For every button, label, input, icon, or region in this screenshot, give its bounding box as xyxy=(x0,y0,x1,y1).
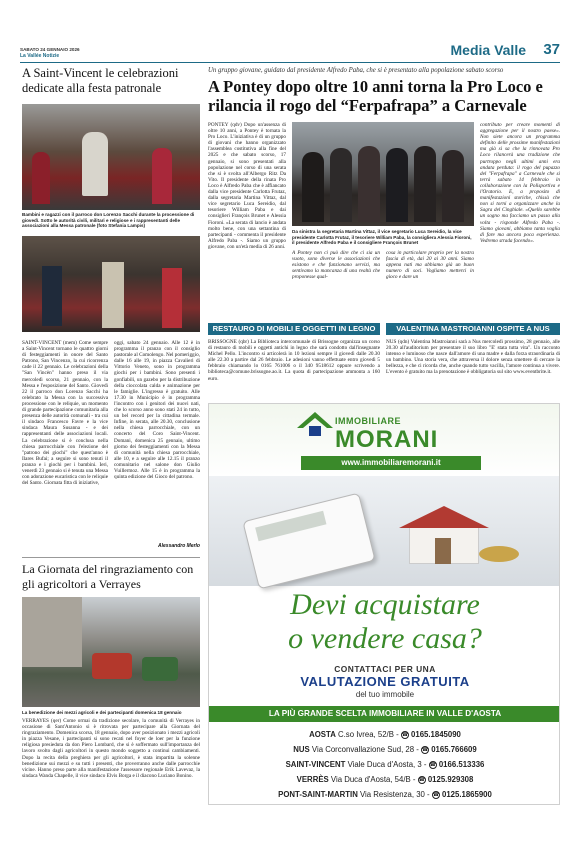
phone-icon: ☎ xyxy=(422,746,429,753)
photo-tractor xyxy=(92,653,132,679)
photo-figure xyxy=(162,268,182,328)
saint-vincent-caption: Bambini e ragazzi con il parroco don Lorenzo Sacchi durante la processione di giovedì. Sotto le autorità civili, militari e religiose e i rappresentanti delle associazioni alla Messa patronale (foto Stefania Lampis) xyxy=(22,212,195,229)
photo-person xyxy=(414,146,436,222)
photo-building xyxy=(22,597,82,667)
model-house-icon xyxy=(399,494,489,564)
pontey-col4: contributo per creare momenti di aggregazione per il nostro paese». Non siete ancora un programma definito delle prossime manifestazioni ma già si sa che la rinnovata Pro Loco rilancerà una tradizione che purtroppo negli ultimi anni era andata perduta: il rogo del pupazzo del "Ferpafrapa" a Carnevale che si terrà sabato 14 febbraio in collaborazione con la Polisportiva e l'Oratorio. E, a proposito di manifestazioni storiche, chissà che non si torni a organizzare anche la Sagra del Cinghiale. «Quello sarebbe un sogno ma facciamo un passo alla volta - risponde Alfredo Paba -. Siamo giovani, abbiamo tanta voglia di fare ma ancora poca esperienza. Vedremo strada facendo». xyxy=(480,122,560,244)
photo-figure xyxy=(82,132,108,196)
header-rule xyxy=(20,62,560,63)
house-logo-icon xyxy=(295,410,335,438)
office-city: VERRÈS xyxy=(296,775,329,784)
ad-valuation: VALUTAZIONE GRATUITA xyxy=(300,674,470,689)
photo-figure xyxy=(152,148,172,204)
ad-brand-top: IMMOBILIARE xyxy=(335,416,401,426)
office-city: SAINT-VINCENT xyxy=(285,760,346,769)
office-row-saint-vincent[interactable] xyxy=(209,760,560,775)
pontey-caption: Da sinistra la segretaria Martina Vittaz, il vice segretario Luca Sereidio, la vice presidente Carlotta Frutaz, il tesoriere William Paba, la consigliera Alessia Fioroni, il presidente Alfredo Paba e il consigliere François Brunet xyxy=(292,229,472,246)
office-row-pont-saint-martin[interactable] xyxy=(209,790,560,805)
issue-date: SABATO 24 GENNAIO 2026 xyxy=(20,47,80,52)
saint-vincent-col2: oggi, sabato 24 gennaio. Alle 12 è in programma il pranzo con il consiglio pastorale al Comolengo. Nel pomeriggio, dalle 16 alle 19, in piazza Cavalieri di Vittorio Veneto, sono in programma giochi per i bambini. Sono presenti i gonfiabili, un gazebo per la distribuzione della cioccolata calda e animazione per le famiglie. L'ingresso è gratuito. Alle 17.30 in Municipio è in programma l'incontro con i genitori dei nuovi nati, che lo scorso anno sono stati 24 in tutto, un bel record per la cittadina termale. Infine, in serata, alle 20.30, conclusione nella chiesa parrocchiale, con un concerto del Coro Saint-Vincent. Domani, domenica 25 gennaio, ultimo giorno dei festeggiamenti con la Messa di comunità nella chiesa parrocchiale, alle 10, e a seguire alle 12.15 il pranzo comunitario nel salone don Giulio Vuillermoz. Alle 15 è in programma la quinta edizione del Gioco del patrono. xyxy=(114,340,200,481)
ad-brand-name: MORANI xyxy=(335,426,439,453)
office-phone: 0125.929308 xyxy=(427,775,474,784)
section-name: Media Valle xyxy=(450,42,526,58)
office-city: NUS xyxy=(293,745,310,754)
pontey-col1: PONTEY (qdv) Dopo un'assenza di oltre 10 anni, a Pontey è tornata la Pro Loco. L'iniziativa è di un gruppo di giovani che hanno organizzato l'assemblea costitutiva alla fine del 2025 e che sabato scorso, 17 gennaio, si sono presentati alla popolazione nel corso di una serata che si è svolta all'Albergo Ritz Da Vito. Il presidente della rinata Pro Loco è Alfredo Paba che è affiancato dalla vice presidente Carlotta Frutaz, dalla segretaria Martina Vittaz, dal vice segretario Luca Sereidio, dal tesoriere William Paba e dai consiglieri François Brunet e Alessia Fioroni. «La serata di lancio è andata molto bene, con una settantina di partecipanti - commenta il presidente Alfredo Paba -. Siamo un gruppo giovane, con un'età media di 26 anni. xyxy=(208,122,286,250)
page-number: 37 xyxy=(543,41,560,58)
pontey-kicker: Un gruppo giovane, guidato dal presidente Alfredo Paba, che si è presentato alla popolazione sabato scorso xyxy=(208,67,504,74)
ad-slogan-line1: Devi acquistare xyxy=(290,588,480,621)
office-phone: 0166.513336 xyxy=(438,760,485,769)
photo-person xyxy=(442,150,464,222)
photo-person xyxy=(302,152,324,222)
ad-website-link[interactable]: www.immobiliaremorani.it xyxy=(301,456,481,470)
photo-person xyxy=(358,146,380,222)
photo-pro-loco xyxy=(292,122,474,226)
paper-name: La Vallée Notizie xyxy=(20,53,60,59)
photo-figure xyxy=(32,152,50,204)
office-city: PONT-SAINT-MARTIN xyxy=(278,790,358,799)
pontey-headline: A Pontey dopo oltre 10 anni torna la Pro Loco e rilancia il rogo del “Ferpafrapa” a Carnevale xyxy=(208,77,543,115)
ad-banner: LA PIÙ GRANDE SCELTA IMMOBILIARE IN VALLE D'AOSTA xyxy=(209,706,560,722)
phone-icon: ☎ xyxy=(401,731,409,738)
office-phone: 0165.766609 xyxy=(431,745,477,754)
saint-vincent-col1: SAINT-VINCENT (mem) Come sempre a Saint-Vincent tornano le quattro giorni di festeggiamenti in onore del Santo Patrono, San Vincenzo, la cui ricorrenza cade il 22 gennaio. Le celebrazioni della "San Vincèn" hanno preso il via mercoledì scorso, 21 gennaio, con la Messa e l'esposizione del Santo. Giovedì 22 il parroco don Lorenzo Sacchi ha celebrato la Messa con la successiva processione con le reliquie, un momento di grande partecipazione comunitaria alla presenza delle autorità comunali - tra cui il sindaco Francesco Favre e la vice sindaca Maura Susanna - e dei rappresentanti delle associazioni locali. La celebrazione si è conclusa nella chiesa parrocchiale con l'elezione del "patrono dei giochi" che quest'anno è Ilares Bufai; a seguire si sono tenuti il pranzo e i giochi per i bambini. Ieri, venerdì 23 gennaio si è tenuta una Messa con adorazione eucaristica con le reliquie del Santo. Giornata fitta di iniziative, xyxy=(22,340,108,487)
brissogne-title-bar: RESTAURO DI MOBILI E OGGETTI IN LEGNO xyxy=(208,323,380,335)
office-address: Via Corconvallazione Sud, 28 - xyxy=(311,745,419,754)
verrayes-headline: La Giornata del ringraziamento con gli agricoltori a Verrayes xyxy=(22,562,194,591)
phone-icon: ☎ xyxy=(418,776,425,783)
office-address: Via Duca d'Aosta, 54/B - xyxy=(330,775,416,784)
saint-vincent-headline: A Saint-Vincent le celebrazioni dedicate alla festa patronale xyxy=(22,66,179,95)
photo-figure xyxy=(42,266,62,326)
photo-procession xyxy=(22,104,200,210)
office-city: AOSTA xyxy=(309,730,336,739)
office-address: Via Resistenza, 30 - xyxy=(360,790,430,799)
verrayes-rule xyxy=(22,557,200,558)
office-phone: 0165.1845090 xyxy=(411,730,461,739)
calculator-icon xyxy=(242,493,375,590)
office-row-aosta[interactable] xyxy=(209,730,560,745)
ad-contact-line: CONTATTACI PER UNA xyxy=(334,664,436,674)
ad-valuation-sub: del tuo immobile xyxy=(355,690,415,699)
brissogne-body: BRISSOGNE (qbr) La Biblioteca intercomunale di Brissogne organizza un corso di restauro di mobili e oggetti antichi in legno che sarà condotto dall'insegnante Michel Pello. L'incontro si articolerà in 10 lezioni sempre il giovedì dalle 20.30 alle 22.30 a partire dal 26 febbraio. Le adesioni vanno effettuate entro giovedì 5 febbraio chiamando lo 0165 761006 o il 340 9518612 oppure scrivendo a biblioteca@comune.brissogne.ao.it. La quota di partecipazione ammonta a 160 euro. xyxy=(208,339,380,382)
phone-icon: ☎ xyxy=(429,761,436,768)
office-address: C.so Ivrea, 52/B - xyxy=(338,730,399,739)
photo-tractors xyxy=(22,597,200,707)
photo-figure xyxy=(102,262,124,328)
photo-person xyxy=(330,148,352,222)
saint-vincent-author: Alessandro Merlo xyxy=(158,543,200,549)
ad-morani[interactable] xyxy=(208,403,560,805)
verrayes-body: VERRAYES (qer) Come ormai da tradizione secolare, la comunità di Verrayes in occasione di Sant'Antonio si è ritrovata per partecipare alla Giornata del ringraziamento. Domenica scorsa, 18 gennaio, dopo aver posizionato i mezzi agricoli in piazza Vesane, i partecipanti si sono recati nel foyer de loer per la funzione religiosa presieduta da don Piero Lombard, che si è soffermato sull'importanza del lavoro svolto dagli agricoltori in questo mondo soggetto a continui cambiamenti. Dopo la recita della preghiera per gli agricoltori, è stata impartita la solenne benedizione sui mezzi e su tutti i presenti, che proverranno anche dalle parrocchie vicine. Hanno preso parte alla manifestazione l'assessore regionale Erik Lavevaz, la sindaca Wanda Chapelle, il vice sindaco Elvis Borga e il diacono Luciano Bonino. xyxy=(22,718,200,779)
phone-icon: ☎ xyxy=(432,791,440,798)
coins-icon xyxy=(479,546,519,562)
office-row-verres[interactable] xyxy=(209,775,560,790)
nus-title-bar: VALENTINA MASTROIANNI OSPITE A NUS xyxy=(386,323,560,335)
pontey-col3: cosa in particolare proprio per la nostra fascia di età, dai 20 ai 30 anni. Siamo appena nati ma abbiamo già un buon numero di soci. Vogliamo metterci in gioco e dare un xyxy=(386,250,474,281)
pontey-col2: A Pontey non ci può dire che ci sia un vuoto, sono diverse le associazioni che esistono e che funzionano servizi, ma sentivamo la mancanza di una realtà che proponesse qual- xyxy=(292,250,380,281)
photo-tractor xyxy=(142,657,178,681)
page-header xyxy=(20,38,560,60)
office-phone: 0125.1865900 xyxy=(441,790,492,799)
photo-mass xyxy=(22,236,200,332)
office-address: Viale Duca d'Aosta, 3 - xyxy=(347,760,427,769)
office-row-nus[interactable] xyxy=(209,745,560,760)
ad-offices-list xyxy=(209,730,560,805)
nus-body: NUS (qdn) Valentina Mastroianni sarà a Nus mercoledì prossimo, 28 gennaio, alle 20.30 all'auditorium per presentare il suo libro "E' stata tutta vita". Un racconto intenso e luminoso che nasce dall'amore di una madre e dalla forza straordinaria di un bambino. Una storia vera, che attraversa il dolore senza smettere di cercare la bellezza, e che ci ricorda che, anche quando tutto vacilla, l'amore continua a vivere. L'evento è gratuito ma la prenotazione è obbligatoria sul sito www.eventbrite.it. xyxy=(386,339,560,376)
photo-person xyxy=(386,148,408,222)
ad-slogan-line2: o vendere casa? xyxy=(288,622,482,655)
ad-visual xyxy=(209,476,560,586)
verrayes-caption: La benedizione dei mezzi agricoli e dei partecipanti domenica 18 gennaio xyxy=(22,710,182,715)
